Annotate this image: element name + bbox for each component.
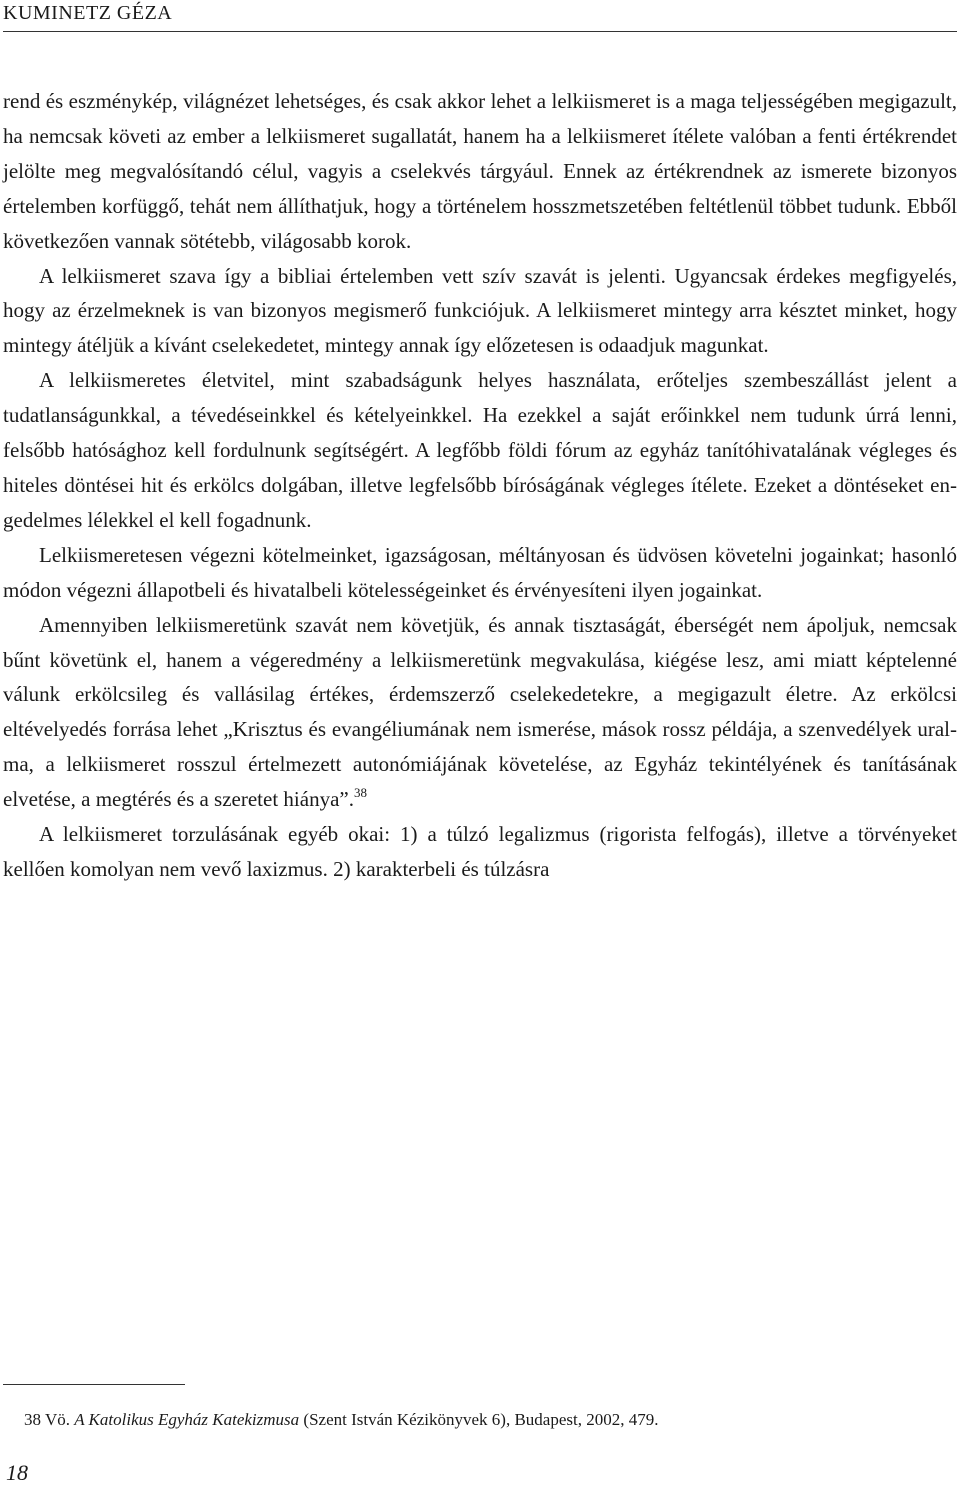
body-text [3,84,957,887]
footnote-rule [3,1384,185,1385]
footnote-details: (Szent István Kézikönyvek 6), Budapest, 2002, 479. [303,1410,659,1429]
paragraph-6: A lelkiismeret torzulásának egyéb okai: 1) a túlzó legalizmus (rigorista felfogás), illetve a törvényeket kellően komolyan nem vevő laxizmus. 2) karakterbeli és túlzásra [3,822,957,881]
footnote-prefix: Vö. [44,1410,70,1429]
page-number: 18 [6,1460,28,1485]
paragraph-1: rend és eszménykép, világnézet lehetséges, és csak akkor lehet a lelkiismeret is a maga teljességében megigazult, ha nemcsak követi az ember a lelkiismeret sugallatát, hanem ha a lelkiismeret ítélete valóban a fenti értékrendet jelölte meg megvalósítandó célul, vagyis a cselekvés tárgyául. Ennek az értékrendnek az ismerete bizonyos értelemben korfüggő, tehát nem állíthatjuk, hogy a történelem hosszmetszetében feltétlenül többet tudunk. Ebből következően vannak sötétebb, világosabb korok. [3,89,957,253]
footnote [24,1408,954,1432]
paragraph-5-text: Amennyiben lelkiismeretünk szavát nem követjük, és annak tisztaságát, éberségét nem ápoljuk, nemcsak bűnt követünk el, hanem a végeredmény a lelkiismeretünk megvakulása, kiégése lesz, ami miatt képtelenné válunk erkölcsileg és vallásilag értékes, érdemszerző cselekedetekre, a megigazult életre. Az erkölcsi eltévelyedés forrása lehet „Krisztus és evangéliumának nem ismerése, mások rossz példája, a szenvedélyek uralma, a lelkiismeret rosszul értelmezett autonómiájának követelése, az Egyház tekintélyének és tanításának elvetése, a megtérés és a szeretet hiánya”. [3,612,957,812]
footnote-number: 38 [24,1410,41,1429]
paragraph-3: A lelkiismeretes életvitel, mint szabadságunk helyes használata, erőteljes szembeszállást jelent a tudatlanságunkkal, a tévedéseinkkel és kételyeinkkel. Ha ezekkel a saját erőinkkel nem tudunk úrrá lenni, felsőbb hatósághoz kell fordulnunk segítségért. A legfőbb földi fórum az egyház tanítóhivatalának végleges és hiteles döntései hit és erkölcs dolgában, illetve legfelsőbb bíróságának végleges ítélete. Ezeket a döntéseket engedelmes lélekkel el kell fogadnunk. [3,368,957,532]
paragraph-4: Lelkiismeretesen végezni kötelmeinket, igazságosan, méltányosan és üdvösen követelni jogainkat; hasonló módon végezni állapotbeli és hivatalbeli kötelességeinket és érvényesíteni ilyen jogainkat. [3,542,957,602]
running-head: KUMINETZ GÉZA [3,2,173,24]
footnote-book-title: A Katolikus Egyház Katekizmusa [74,1410,300,1429]
paragraph-2: A lelkiismeret szava így a bibliai értelemben vett szív szavát is jelenti. Ugyancsak érdekes megfigyelés, hogy az érzelmeknek is van bizonyos megismerő funkciójuk. A lelkiismeret mintegy arra késztet minket, hogy mintegy átéljük a kívánt cselekedetet, mintegy annak így előzetesen is odaadjuk magunkat. [3,263,957,358]
footnote-reference[interactable]: 38 [353,785,367,801]
paragraph-5 [3,608,957,817]
header-rule [3,31,957,32]
